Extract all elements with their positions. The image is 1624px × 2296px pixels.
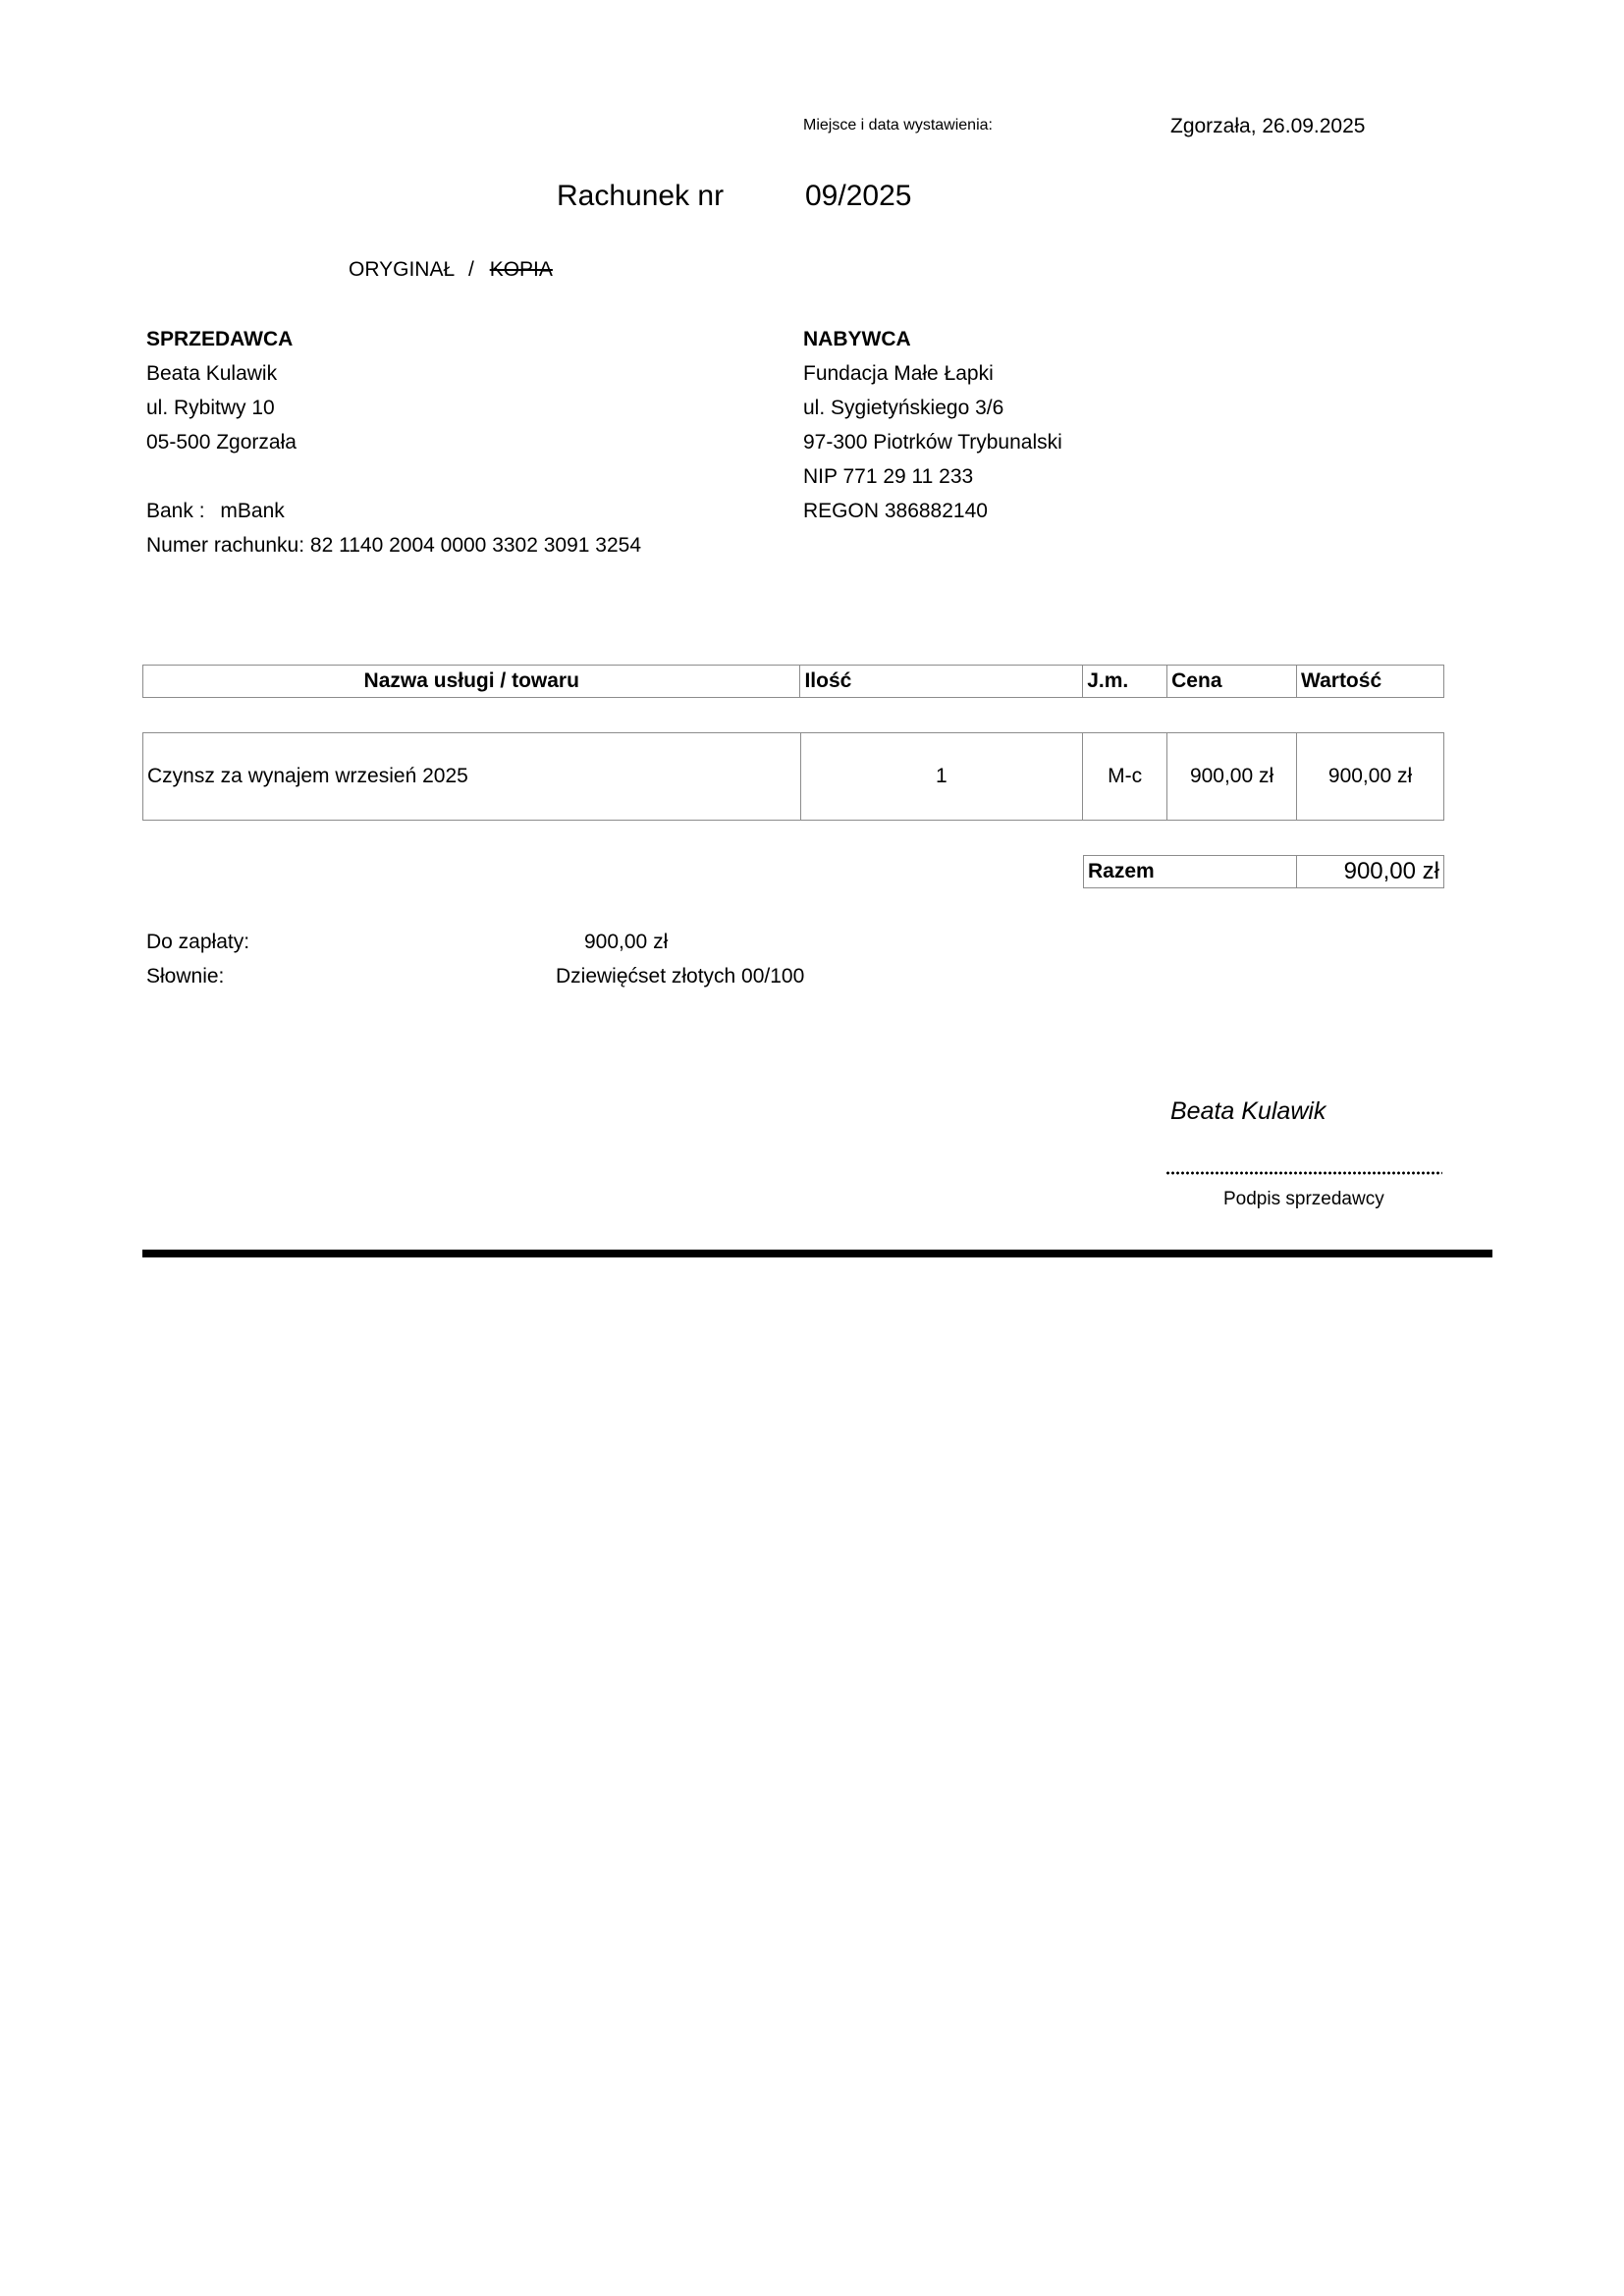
document-title: Rachunek nr: [557, 180, 725, 212]
bottom-divider: [142, 1250, 1492, 1257]
item-value: 900,00 zł: [1297, 733, 1444, 821]
buyer-name: Fundacja Małe Łapki: [803, 362, 994, 385]
item-name: Czynsz za wynajem wrzesień 2025: [143, 733, 801, 821]
amount-words-value: Dziewięćset złotych 00/100: [556, 965, 805, 988]
bank-name: mBank: [220, 500, 285, 522]
items-header: [142, 665, 1444, 698]
buyer-block: [803, 322, 1062, 528]
original-label: ORYGINAŁ: [349, 258, 456, 281]
item-unit: M-c: [1083, 733, 1167, 821]
col-header-price: Cena: [1167, 666, 1297, 698]
amount-due-label: Do zapłaty:: [146, 931, 250, 953]
seller-city: 05-500 Zgorzała: [146, 431, 297, 454]
amount-words-label: Słownie:: [146, 965, 225, 988]
items-table: [142, 732, 1444, 821]
issue-place-date-value: Zgorzała, 26.09.2025: [1170, 115, 1366, 137]
seller-heading: SPRZEDAWCA: [146, 328, 294, 350]
item-price: 900,00 zł: [1167, 733, 1297, 821]
table-row: [143, 733, 1444, 821]
seller-spacer: [146, 459, 641, 494]
seller-block: [146, 322, 641, 562]
buyer-city: 97-300 Piotrków Trybunalski: [803, 431, 1062, 454]
col-header-quantity: Ilość: [800, 666, 1083, 698]
copy-label: KOPIA: [489, 258, 553, 281]
bank-label: Bank :: [146, 500, 205, 522]
total-value: 900,00 zł: [1297, 856, 1444, 888]
amount-due-value: 900,00 zł: [584, 931, 669, 953]
total-table: [1083, 855, 1444, 888]
total-label: Razem: [1084, 856, 1297, 888]
seller-street: ul. Rybitwy 10: [146, 397, 275, 419]
issue-place-date-label: Miejsce i data wystawienia:: [803, 117, 993, 133]
col-header-value: Wartość: [1297, 666, 1444, 698]
signature-line: [1165, 1170, 1442, 1176]
buyer-heading: NABYWCA: [803, 328, 911, 350]
copy-type: [349, 257, 553, 283]
signature-caption: Podpis sprzedawcy: [1223, 1189, 1384, 1209]
seller-name: Beata Kulawik: [146, 362, 278, 385]
buyer-street: ul. Sygietyńskiego 3/6: [803, 397, 1004, 419]
col-header-name: Nazwa usługi / towaru: [143, 666, 800, 698]
col-header-unit: J.m.: [1083, 666, 1167, 698]
seller-signature: Beata Kulawik: [1170, 1097, 1326, 1125]
buyer-nip: NIP 771 29 11 233: [803, 465, 974, 488]
seller-account: Numer rachunku: 82 1140 2004 0000 3302 3091 3254: [146, 534, 642, 557]
seller-bank: [146, 494, 641, 528]
total-row: [1084, 856, 1444, 888]
document-number: 09/2025: [805, 180, 912, 212]
copy-separator: /: [468, 258, 474, 281]
buyer-regon: REGON 386882140: [803, 500, 988, 522]
item-quantity: 1: [800, 733, 1083, 821]
items-header-row: [143, 666, 1444, 698]
